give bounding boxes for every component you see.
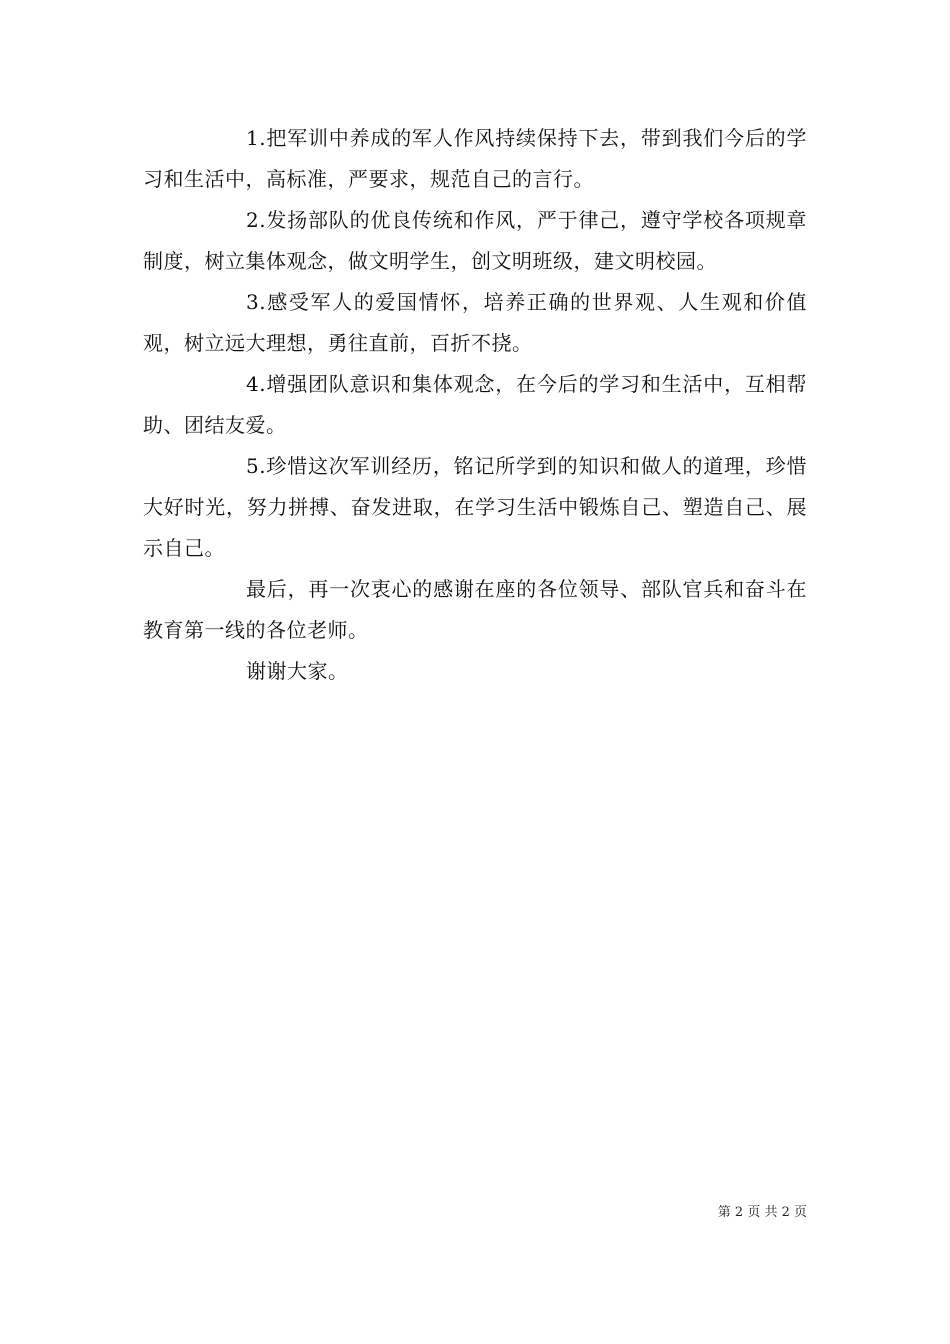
paragraph-item-5: 5.珍惜这次军训经历，铭记所学到的知识和做人的道理，珍惜大好时光，努力拼搏、奋发进取，在学习生活中锻炼自己、塑造自己、展示自己。 xyxy=(143,454,807,560)
paragraph-item-2: 2.发扬部队的优良传统和作风，严于律己，遵守学校各项规章制度，树立集体观念，做文明学生，创文明班级，建文明校园。 xyxy=(143,208,807,273)
closing-line: 谢谢大家。 xyxy=(246,659,349,683)
paragraph-item-1: 1.把军训中养成的军人作风持续保持下去，带到我们今后的学习和生活中，高标准，严要求，规范自己的言行。 xyxy=(143,126,807,191)
paragraph-item-4: 4.增强团队意识和集体观念，在今后的学习和生活中，互相帮助、团结友爱。 xyxy=(143,372,807,437)
page-number-footer: 第 2 页 共 2 页 xyxy=(717,1205,807,1220)
closing-thanks-paragraph: 最后，再一次衷心的感谢在座的各位领导、部队官兵和奋斗在教育第一线的各位老师。 xyxy=(143,577,807,642)
paragraph-item-3: 3.感受军人的爱国情怀，培养正确的世界观、人生观和价值观，树立远大理想，勇往直前，百折不挠。 xyxy=(143,290,807,355)
document-body xyxy=(143,118,807,692)
